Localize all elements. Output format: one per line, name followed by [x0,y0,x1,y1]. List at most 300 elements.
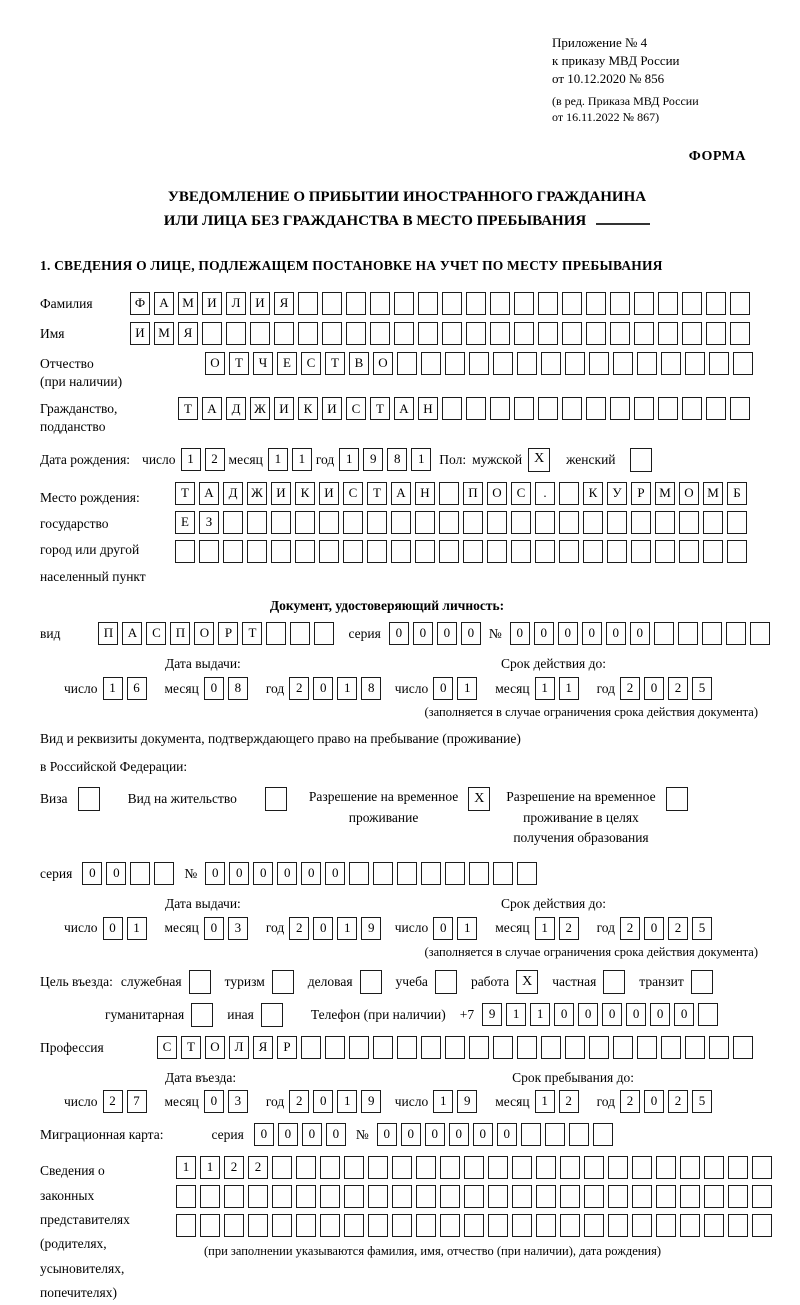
char-box[interactable] [727,511,747,534]
char-box[interactable]: М [655,482,675,505]
char-box[interactable]: С [346,397,366,420]
char-box[interactable] [559,482,579,505]
char-box[interactable]: Н [415,482,435,505]
char-box[interactable]: 1 [457,677,477,700]
char-box[interactable] [521,1123,541,1146]
char-box[interactable] [418,292,438,315]
char-box[interactable]: 1 [411,448,431,471]
char-box[interactable]: 0 [103,917,123,940]
char-box[interactable] [709,352,729,375]
char-box[interactable] [416,1214,436,1237]
char-box[interactable]: И [322,397,342,420]
char-box[interactable] [415,540,435,563]
char-box[interactable] [586,292,606,315]
char-box[interactable]: Д [223,482,243,505]
char-box[interactable]: 1 [200,1156,220,1179]
char-box[interactable] [752,1156,772,1179]
char-box[interactable] [344,1156,364,1179]
sex-male-checkbox[interactable]: X [528,448,550,472]
char-box[interactable]: А [391,482,411,505]
char-box[interactable]: 0 [644,677,664,700]
char-box[interactable] [442,292,462,315]
char-box[interactable]: А [199,482,219,505]
char-box[interactable] [493,862,513,885]
char-box[interactable]: 9 [363,448,383,471]
char-box[interactable] [421,352,441,375]
char-box[interactable]: А [202,397,222,420]
char-box[interactable] [488,1185,508,1208]
char-box[interactable]: 0 [630,622,650,645]
char-box[interactable]: С [146,622,166,645]
char-box[interactable]: 2 [289,1090,309,1113]
char-box[interactable] [608,1156,628,1179]
char-box[interactable]: П [170,622,190,645]
char-box[interactable]: 0 [510,622,530,645]
char-box[interactable]: 0 [401,1123,421,1146]
char-box[interactable] [224,1185,244,1208]
char-box[interactable]: 1 [506,1003,526,1026]
char-box[interactable]: Р [631,482,651,505]
char-box[interactable] [733,352,753,375]
char-box[interactable]: О [194,622,214,645]
char-box[interactable] [367,540,387,563]
char-box[interactable] [514,322,534,345]
char-box[interactable] [466,397,486,420]
char-box[interactable] [346,322,366,345]
char-box[interactable]: О [205,1036,225,1059]
char-box[interactable] [634,292,654,315]
char-box[interactable] [415,511,435,534]
char-box[interactable] [538,322,558,345]
char-box[interactable]: 3 [228,1090,248,1113]
char-box[interactable] [545,1123,565,1146]
char-box[interactable]: 5 [692,677,712,700]
char-box[interactable] [442,397,462,420]
char-box[interactable] [397,1036,417,1059]
char-box[interactable]: Ж [247,482,267,505]
char-box[interactable] [226,322,246,345]
char-box[interactable] [535,540,555,563]
char-box[interactable] [272,1214,292,1237]
char-box[interactable] [154,862,174,885]
char-box[interactable] [680,1185,700,1208]
char-box[interactable] [266,622,286,645]
char-box[interactable] [440,1185,460,1208]
char-box[interactable]: К [295,482,315,505]
char-box[interactable] [202,322,222,345]
char-box[interactable] [320,1156,340,1179]
char-box[interactable] [440,1156,460,1179]
char-box[interactable]: 0 [449,1123,469,1146]
char-box[interactable]: 2 [620,677,640,700]
char-box[interactable]: 0 [437,622,457,645]
char-box[interactable] [248,1214,268,1237]
char-box[interactable]: 0 [204,1090,224,1113]
char-box[interactable] [679,540,699,563]
char-box[interactable]: Л [229,1036,249,1059]
char-box[interactable] [750,622,770,645]
char-box[interactable] [593,1123,613,1146]
char-box[interactable] [368,1214,388,1237]
char-box[interactable] [632,1156,652,1179]
char-box[interactable] [397,352,417,375]
char-box[interactable]: М [703,482,723,505]
char-box[interactable] [541,352,561,375]
char-box[interactable]: 0 [473,1123,493,1146]
char-box[interactable] [728,1214,748,1237]
char-box[interactable] [613,1036,633,1059]
char-box[interactable]: И [319,482,339,505]
char-box[interactable]: М [154,322,174,345]
char-box[interactable] [512,1214,532,1237]
char-box[interactable] [514,292,534,315]
temp-residence-checkbox[interactable]: X [468,787,490,811]
char-box[interactable] [368,1156,388,1179]
char-box[interactable] [680,1214,700,1237]
char-box[interactable]: К [298,397,318,420]
visa-checkbox[interactable] [78,787,100,811]
char-box[interactable] [733,1036,753,1059]
char-box[interactable] [271,511,291,534]
char-box[interactable] [560,1185,580,1208]
char-box[interactable] [250,322,270,345]
char-box[interactable] [394,292,414,315]
char-box[interactable]: 2 [620,917,640,940]
char-box[interactable] [709,1036,729,1059]
char-box[interactable] [488,1214,508,1237]
char-box[interactable]: Т [370,397,390,420]
char-box[interactable] [685,1036,705,1059]
char-box[interactable]: Д [226,397,246,420]
char-box[interactable]: У [607,482,627,505]
char-box[interactable] [271,540,291,563]
char-box[interactable] [301,1036,321,1059]
char-box[interactable] [560,1214,580,1237]
char-box[interactable]: 0 [205,862,225,885]
char-box[interactable]: 1 [337,677,357,700]
char-box[interactable]: Р [218,622,238,645]
char-box[interactable]: 0 [433,917,453,940]
char-box[interactable]: Л [226,292,246,315]
char-box[interactable] [637,352,657,375]
char-box[interactable] [727,540,747,563]
char-box[interactable] [562,322,582,345]
char-box[interactable]: 6 [127,677,147,700]
char-box[interactable] [661,1036,681,1059]
char-box[interactable]: 2 [668,917,688,940]
char-box[interactable]: 1 [535,677,555,700]
char-box[interactable] [656,1185,676,1208]
char-box[interactable]: 0 [253,862,273,885]
char-box[interactable] [752,1214,772,1237]
char-box[interactable]: 0 [313,1090,333,1113]
char-box[interactable] [559,511,579,534]
char-box[interactable]: 0 [554,1003,574,1026]
char-box[interactable] [726,622,746,645]
char-box[interactable] [296,1214,316,1237]
char-box[interactable] [512,1156,532,1179]
char-box[interactable]: 1 [181,448,201,471]
char-box[interactable] [394,322,414,345]
char-box[interactable] [490,397,510,420]
char-box[interactable]: 0 [325,862,345,885]
char-box[interactable] [466,322,486,345]
char-box[interactable]: И [271,482,291,505]
char-box[interactable]: 0 [377,1123,397,1146]
char-box[interactable] [295,511,315,534]
char-box[interactable] [512,1185,532,1208]
char-box[interactable]: С [301,352,321,375]
char-box[interactable] [296,1185,316,1208]
char-box[interactable]: 1 [535,1090,555,1113]
char-box[interactable] [248,1185,268,1208]
temp-residence-education-checkbox[interactable] [666,787,688,811]
char-box[interactable] [584,1156,604,1179]
char-box[interactable]: О [487,482,507,505]
char-box[interactable]: Т [325,352,345,375]
char-box[interactable] [464,1214,484,1237]
char-box[interactable] [464,1185,484,1208]
char-box[interactable] [296,1156,316,1179]
char-box[interactable] [370,292,390,315]
char-box[interactable]: 0 [461,622,481,645]
char-box[interactable]: Т [242,622,262,645]
char-box[interactable]: 0 [606,622,626,645]
char-box[interactable]: 2 [205,448,225,471]
char-box[interactable]: Т [367,482,387,505]
char-box[interactable]: Н [418,397,438,420]
char-box[interactable] [445,1036,465,1059]
char-box[interactable]: 1 [268,448,288,471]
char-box[interactable] [373,1036,393,1059]
char-box[interactable] [752,1185,772,1208]
char-box[interactable]: 0 [626,1003,646,1026]
char-box[interactable] [343,511,363,534]
char-box[interactable] [175,540,195,563]
char-box[interactable]: 1 [292,448,312,471]
char-box[interactable]: 0 [389,622,409,645]
char-box[interactable] [632,1185,652,1208]
char-box[interactable] [346,292,366,315]
char-box[interactable]: 2 [103,1090,123,1113]
char-box[interactable] [397,862,417,885]
char-box[interactable] [682,292,702,315]
purpose-humanitarian-checkbox[interactable] [191,1003,213,1027]
char-box[interactable] [344,1214,364,1237]
char-box[interactable] [680,1156,700,1179]
char-box[interactable]: Т [181,1036,201,1059]
sex-female-checkbox[interactable] [630,448,652,472]
char-box[interactable]: 1 [433,1090,453,1113]
char-box[interactable] [569,1123,589,1146]
char-box[interactable]: 5 [692,1090,712,1113]
char-box[interactable]: 8 [361,677,381,700]
char-box[interactable] [682,322,702,345]
char-box[interactable] [631,540,651,563]
char-box[interactable] [416,1185,436,1208]
char-box[interactable] [224,1214,244,1237]
char-box[interactable]: Т [175,482,195,505]
char-box[interactable] [514,397,534,420]
char-box[interactable]: 0 [644,1090,664,1113]
char-box[interactable] [560,1156,580,1179]
char-box[interactable] [445,352,465,375]
purpose-tourism-checkbox[interactable] [272,970,294,994]
char-box[interactable] [658,292,678,315]
char-box[interactable] [559,540,579,563]
char-box[interactable]: М [178,292,198,315]
char-box[interactable] [584,1214,604,1237]
char-box[interactable] [511,540,531,563]
char-box[interactable] [703,540,723,563]
char-box[interactable]: 9 [457,1090,477,1113]
char-box[interactable] [562,292,582,315]
char-box[interactable] [685,352,705,375]
char-box[interactable]: Р [277,1036,297,1059]
char-box[interactable]: 1 [559,677,579,700]
char-box[interactable] [678,622,698,645]
char-box[interactable]: 7 [127,1090,147,1113]
char-box[interactable]: 0 [326,1123,346,1146]
char-box[interactable] [661,352,681,375]
char-box[interactable] [442,322,462,345]
char-box[interactable]: А [394,397,414,420]
char-box[interactable]: 2 [289,917,309,940]
char-box[interactable]: 0 [425,1123,445,1146]
purpose-business-checkbox[interactable] [360,970,382,994]
char-box[interactable] [493,1036,513,1059]
char-box[interactable] [730,322,750,345]
char-box[interactable] [298,292,318,315]
char-box[interactable] [349,862,369,885]
char-box[interactable] [728,1185,748,1208]
purpose-other-checkbox[interactable] [261,1003,283,1027]
char-box[interactable]: Ф [130,292,150,315]
char-box[interactable] [469,1036,489,1059]
char-box[interactable] [367,511,387,534]
char-box[interactable]: О [679,482,699,505]
char-box[interactable]: 2 [289,677,309,700]
char-box[interactable]: Т [229,352,249,375]
char-box[interactable] [541,1036,561,1059]
char-box[interactable] [488,1156,508,1179]
char-box[interactable] [656,1156,676,1179]
char-box[interactable]: Е [277,352,297,375]
char-box[interactable]: 0 [313,677,333,700]
char-box[interactable] [655,540,675,563]
char-box[interactable]: 1 [530,1003,550,1026]
char-box[interactable]: 0 [578,1003,598,1026]
char-box[interactable] [517,862,537,885]
char-box[interactable]: 0 [413,622,433,645]
char-box[interactable] [535,511,555,534]
char-box[interactable] [466,292,486,315]
char-box[interactable] [610,292,630,315]
char-box[interactable] [416,1156,436,1179]
char-box[interactable] [536,1214,556,1237]
char-box[interactable]: С [157,1036,177,1059]
char-box[interactable]: 2 [248,1156,268,1179]
char-box[interactable] [706,397,726,420]
char-box[interactable] [658,397,678,420]
char-box[interactable] [589,352,609,375]
char-box[interactable]: Б [727,482,747,505]
char-box[interactable] [320,1185,340,1208]
char-box[interactable]: 0 [534,622,554,645]
char-box[interactable] [440,1214,460,1237]
char-box[interactable]: 8 [228,677,248,700]
char-box[interactable] [613,352,633,375]
char-box[interactable] [272,1156,292,1179]
char-box[interactable]: 0 [650,1003,670,1026]
char-box[interactable]: В [349,352,369,375]
char-box[interactable] [439,482,459,505]
char-box[interactable] [704,1185,724,1208]
char-box[interactable] [607,540,627,563]
char-box[interactable] [200,1214,220,1237]
char-box[interactable] [392,1214,412,1237]
char-box[interactable] [637,1036,657,1059]
char-box[interactable]: 0 [229,862,249,885]
char-box[interactable] [608,1214,628,1237]
char-box[interactable] [176,1214,196,1237]
char-box[interactable]: 2 [559,1090,579,1113]
char-box[interactable]: С [511,482,531,505]
residence-permit-checkbox[interactable] [265,787,287,811]
char-box[interactable] [487,511,507,534]
char-box[interactable] [565,352,585,375]
char-box[interactable]: 0 [644,917,664,940]
char-box[interactable] [391,540,411,563]
char-box[interactable]: 1 [457,917,477,940]
char-box[interactable] [223,540,243,563]
char-box[interactable] [517,352,537,375]
char-box[interactable] [322,292,342,315]
char-box[interactable] [679,511,699,534]
char-box[interactable] [607,511,627,534]
char-box[interactable]: 3 [228,917,248,940]
char-box[interactable] [490,292,510,315]
char-box[interactable] [610,322,630,345]
char-box[interactable] [655,511,675,534]
char-box[interactable] [584,1185,604,1208]
char-box[interactable] [658,322,678,345]
char-box[interactable] [344,1185,364,1208]
char-box[interactable] [730,292,750,315]
char-box[interactable] [325,1036,345,1059]
char-box[interactable] [511,511,531,534]
char-box[interactable]: Т [178,397,198,420]
char-box[interactable] [632,1214,652,1237]
char-box[interactable]: 1 [535,917,555,940]
char-box[interactable] [392,1185,412,1208]
char-box[interactable] [562,397,582,420]
char-box[interactable]: 0 [204,917,224,940]
char-box[interactable]: К [583,482,603,505]
char-box[interactable]: 1 [339,448,359,471]
char-box[interactable]: 0 [278,1123,298,1146]
char-box[interactable]: 5 [692,917,712,940]
char-box[interactable] [730,397,750,420]
char-box[interactable] [490,322,510,345]
char-box[interactable] [493,352,513,375]
char-box[interactable]: 0 [82,862,102,885]
char-box[interactable] [610,397,630,420]
char-box[interactable]: 0 [106,862,126,885]
char-box[interactable]: С [343,482,363,505]
char-box[interactable] [703,511,723,534]
char-box[interactable] [130,862,150,885]
